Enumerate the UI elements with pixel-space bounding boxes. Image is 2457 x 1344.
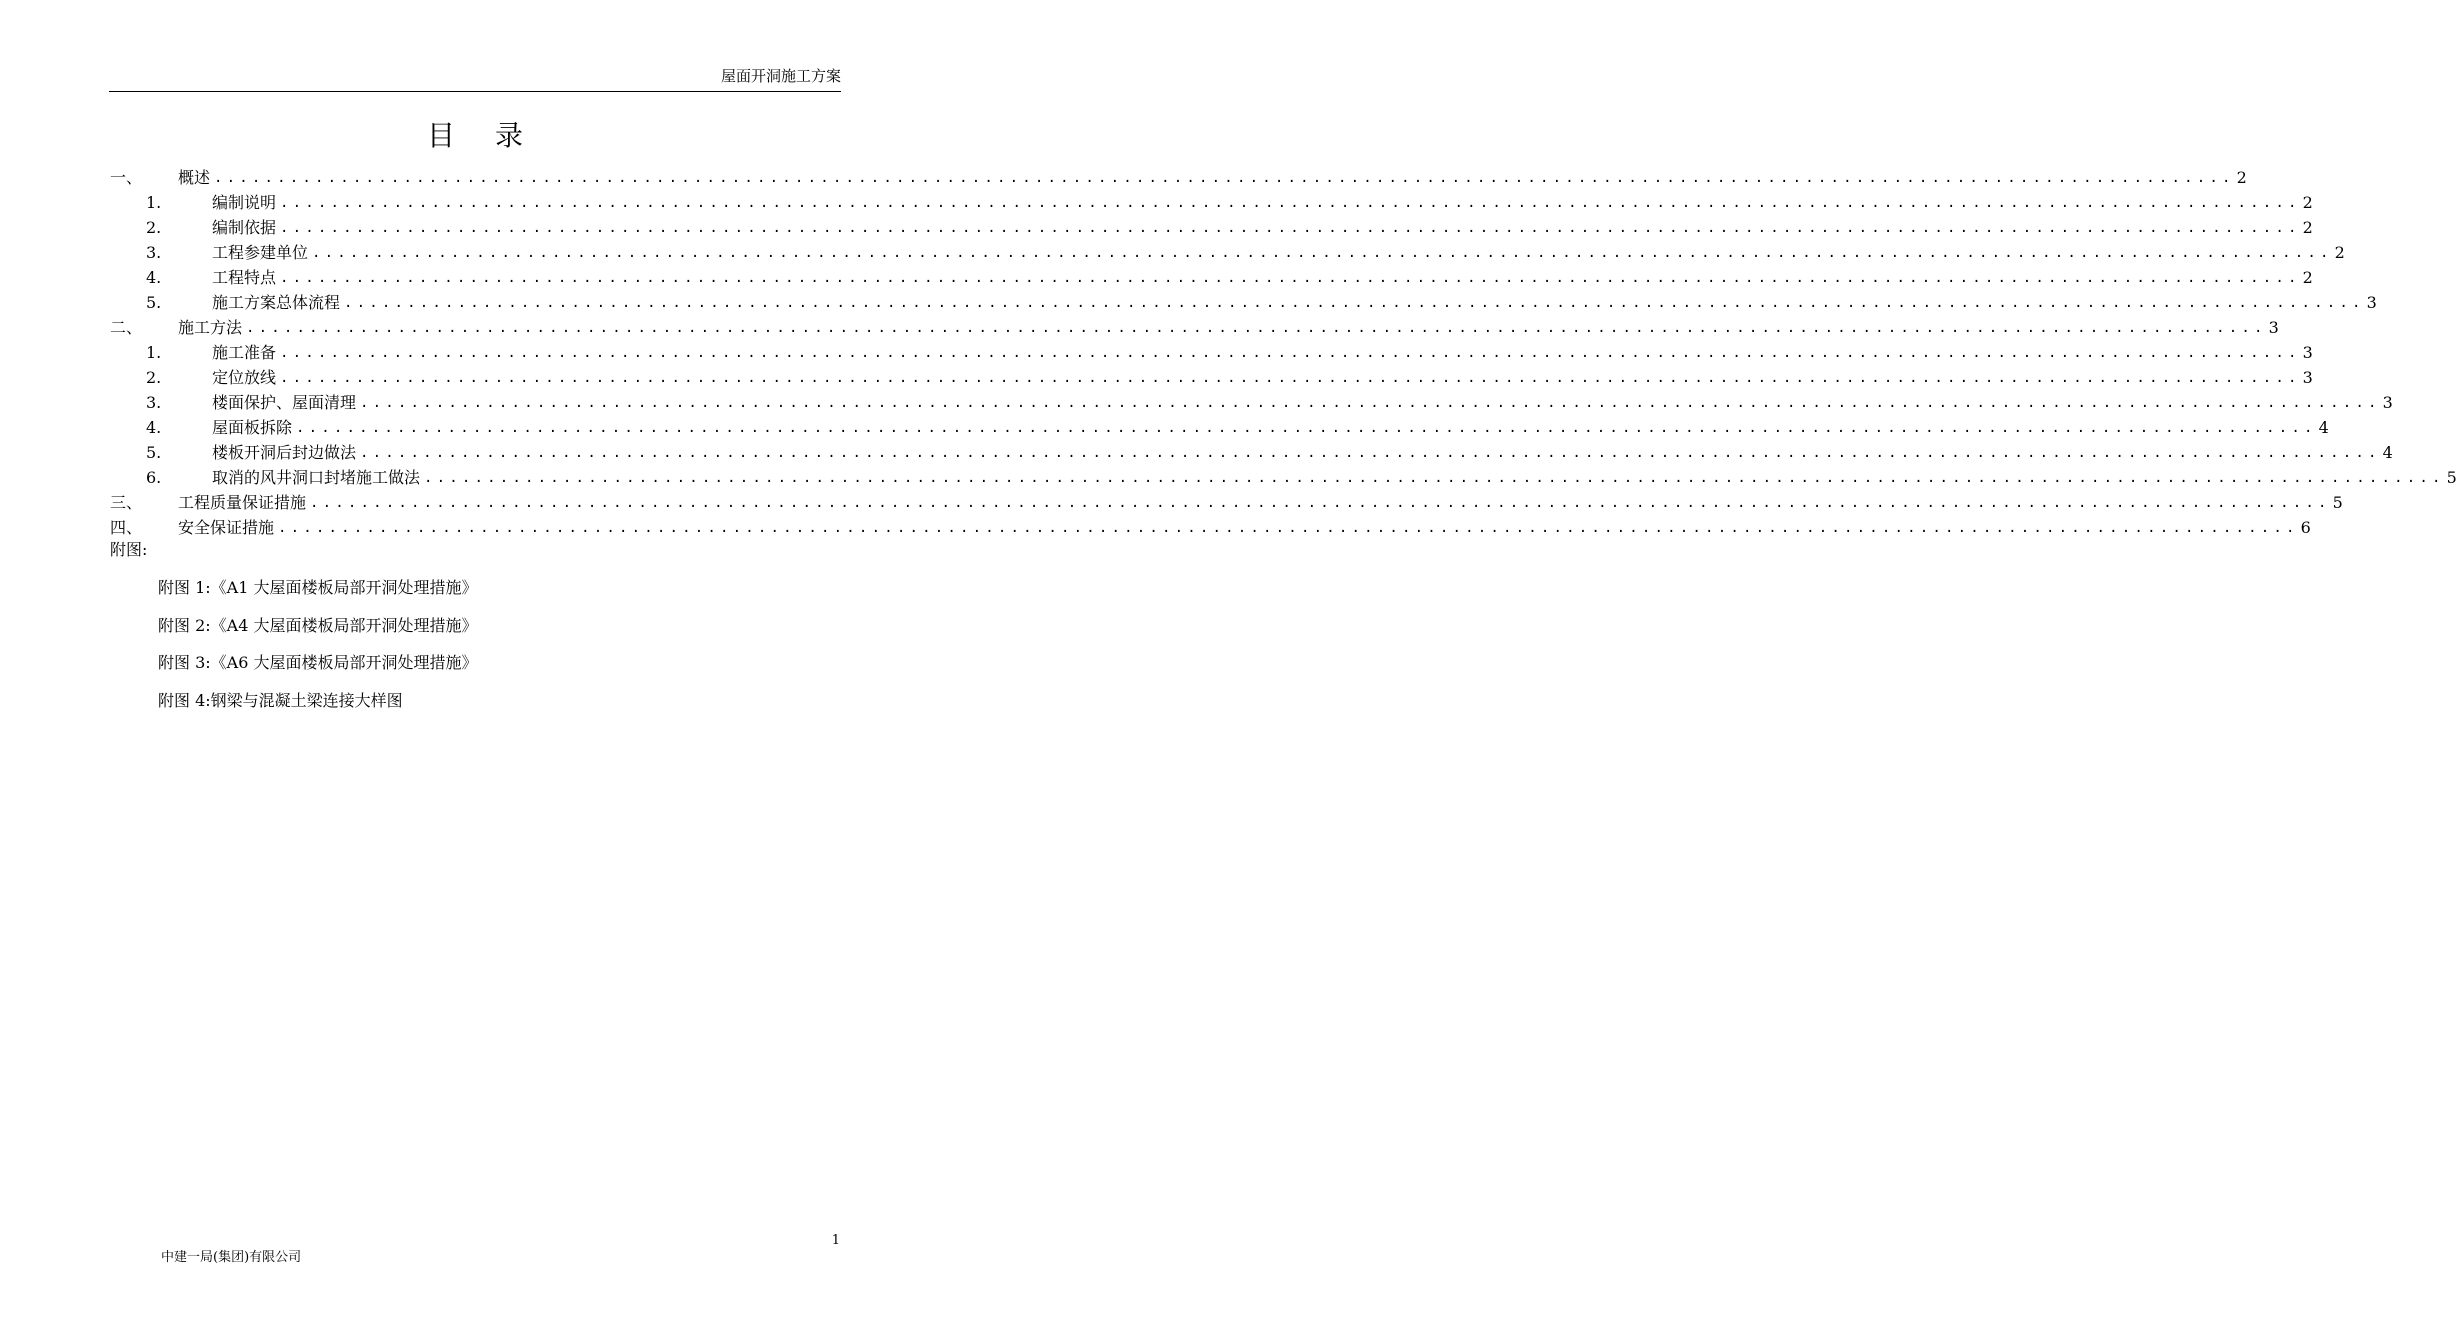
toc-entry[interactable] [110, 339, 2313, 364]
toc-leader-dots: ................................................................................................................................................................ [360, 445, 2381, 461]
toc-entry-number: 四、 [110, 518, 143, 537]
toc-entry-body [212, 242, 2345, 264]
toc-entry[interactable] [110, 314, 2279, 339]
toc-entry-number: 三、 [110, 493, 143, 512]
toc-entry-number: 6. [146, 468, 162, 487]
appendix-item: 附图 3:《A6 大屋面楼板局部开洞处理措施》 [158, 653, 478, 672]
toc-entry-text: 工程质量保证措施 [178, 492, 310, 514]
toc-entry-page: 5 [2446, 468, 2457, 487]
toc-entry-number: 一、 [110, 168, 143, 187]
toc-entry-body [178, 517, 2311, 539]
toc-entry-text: 屋面板拆除 [212, 417, 296, 439]
toc-entry-text: 工程特点 [212, 267, 280, 289]
page-number: 1 [831, 1233, 840, 1248]
toc-entry-page: 3 [2268, 318, 2279, 337]
toc-leader-dots: ................................................................................................................................................................ [310, 495, 2331, 511]
toc-entry-page: 3 [2302, 343, 2313, 362]
toc-entry-text: 编制说明 [212, 192, 280, 214]
toc-entry-text: 楼面保护、屋面清理 [212, 392, 360, 414]
toc-entry-page: 3 [2382, 393, 2393, 412]
toc-entry-page: 2 [2302, 218, 2313, 237]
toc-entry[interactable] [110, 214, 2313, 239]
toc-entry-body [212, 367, 2313, 389]
toc-entry-number: 1. [146, 193, 162, 212]
toc-leader-dots: ................................................................................................................................................................ [280, 345, 2301, 361]
toc-entry-page: 3 [2302, 368, 2313, 387]
toc-leader-dots: ................................................................................................................................................................ [280, 270, 2301, 286]
toc-entry-number: 2. [146, 368, 162, 387]
header-rule [109, 91, 841, 92]
toc-entry-number: 4. [146, 418, 162, 437]
toc-leader-dots: ................................................................................................................................................................ [214, 170, 2235, 186]
toc-entry-text: 编制依据 [212, 217, 280, 239]
toc-entry[interactable] [110, 389, 2393, 414]
toc-entry-body [212, 292, 2377, 314]
toc-entry-text: 楼板开洞后封边做法 [212, 442, 360, 464]
toc-entry-page: 5 [2332, 493, 2343, 512]
table-of-contents [110, 164, 2457, 539]
toc-entry-body [212, 442, 2393, 464]
toc-entry-body [212, 267, 2313, 289]
toc-entry-number: 2. [146, 218, 162, 237]
toc-entry-page: 4 [2318, 418, 2329, 437]
toc-entry-body [212, 342, 2313, 364]
toc-entry-text: 工程参建单位 [212, 242, 312, 264]
toc-entry-page: 2 [2236, 168, 2247, 187]
toc-entry-body [178, 167, 2247, 189]
toc-entry-text: 施工方法 [178, 317, 246, 339]
toc-entry[interactable] [110, 439, 2393, 464]
appendix-item: 附图 4:钢梁与混凝土梁连接大样图 [158, 690, 403, 710]
toc-leader-dots: ................................................................................................................................................................ [344, 295, 2365, 311]
toc-leader-dots: ................................................................................................................................................................ [360, 395, 2381, 411]
footer-company: 中建一局(集团)有限公司 [161, 1250, 302, 1265]
toc-entry-page: 2 [2334, 243, 2345, 262]
toc-entry-page: 2 [2302, 193, 2313, 212]
toc-leader-dots: ................................................................................................................................................................ [280, 195, 2301, 211]
toc-entry-number: 5. [146, 443, 162, 462]
toc-entry[interactable] [110, 364, 2313, 389]
header-title: 屋面开洞施工方案 [720, 67, 841, 85]
toc-leader-dots: ................................................................................................................................................................ [280, 370, 2301, 386]
toc-entry-body [212, 217, 2313, 239]
toc-entry-text: 安全保证措施 [178, 517, 278, 539]
toc-entry-body [178, 317, 2279, 339]
toc-entry[interactable] [110, 514, 2311, 539]
toc-entry-text: 定位放线 [212, 367, 280, 389]
toc-leader-dots: ................................................................................................................................................................ [278, 520, 2299, 536]
toc-entry-body [212, 192, 2313, 214]
toc-entry-body [212, 417, 2329, 439]
toc-entry-number: 4. [146, 268, 162, 287]
toc-entry-number: 5. [146, 293, 162, 312]
toc-entry-number: 3. [146, 393, 162, 412]
toc-entry-body [212, 392, 2393, 414]
toc-entry-text: 施工方案总体流程 [212, 292, 344, 314]
toc-entry-number: 1. [146, 343, 162, 362]
toc-entry-page: 3 [2366, 293, 2377, 312]
appendix-heading: 附图: [110, 540, 148, 559]
toc-entry-text: 概述 [178, 167, 214, 189]
toc-entry-number: 二、 [110, 318, 143, 337]
toc-entry[interactable] [110, 464, 2457, 489]
toc-entry-page: 6 [2300, 518, 2311, 537]
toc-entry[interactable] [110, 239, 2345, 264]
toc-entry[interactable] [110, 289, 2377, 314]
toc-entry-number: 3. [146, 243, 162, 262]
toc-title: 目录 [426, 119, 563, 152]
toc-entry-page: 2 [2302, 268, 2313, 287]
toc-entry-page: 4 [2382, 443, 2393, 462]
toc-leader-dots: ................................................................................................................................................................ [296, 420, 2317, 436]
toc-entry-body [212, 467, 2457, 489]
toc-entry[interactable] [110, 264, 2313, 289]
toc-entry-text: 取消的风井洞口封堵施工做法 [212, 467, 424, 489]
toc-leader-dots: ................................................................................................................................................................ [280, 220, 2301, 236]
toc-entry[interactable] [110, 489, 2343, 514]
toc-entry[interactable] [110, 414, 2329, 439]
toc-entry[interactable] [110, 189, 2313, 214]
appendix-list [158, 577, 477, 727]
toc-entry[interactable] [110, 164, 2247, 189]
toc-leader-dots: ................................................................................................................................................................ [424, 470, 2445, 486]
toc-entry-text: 施工准备 [212, 342, 280, 364]
appendix-item: 附图 2:《A4 大屋面楼板局部开洞处理措施》 [158, 615, 478, 635]
toc-leader-dots: ................................................................................................................................................................ [312, 245, 2333, 261]
toc-entry-body [178, 492, 2343, 514]
toc-leader-dots: ................................................................................................................................................................ [246, 320, 2267, 336]
appendix-item: 附图 1:《A1 大屋面楼板局部开洞处理措施》 [158, 578, 478, 597]
